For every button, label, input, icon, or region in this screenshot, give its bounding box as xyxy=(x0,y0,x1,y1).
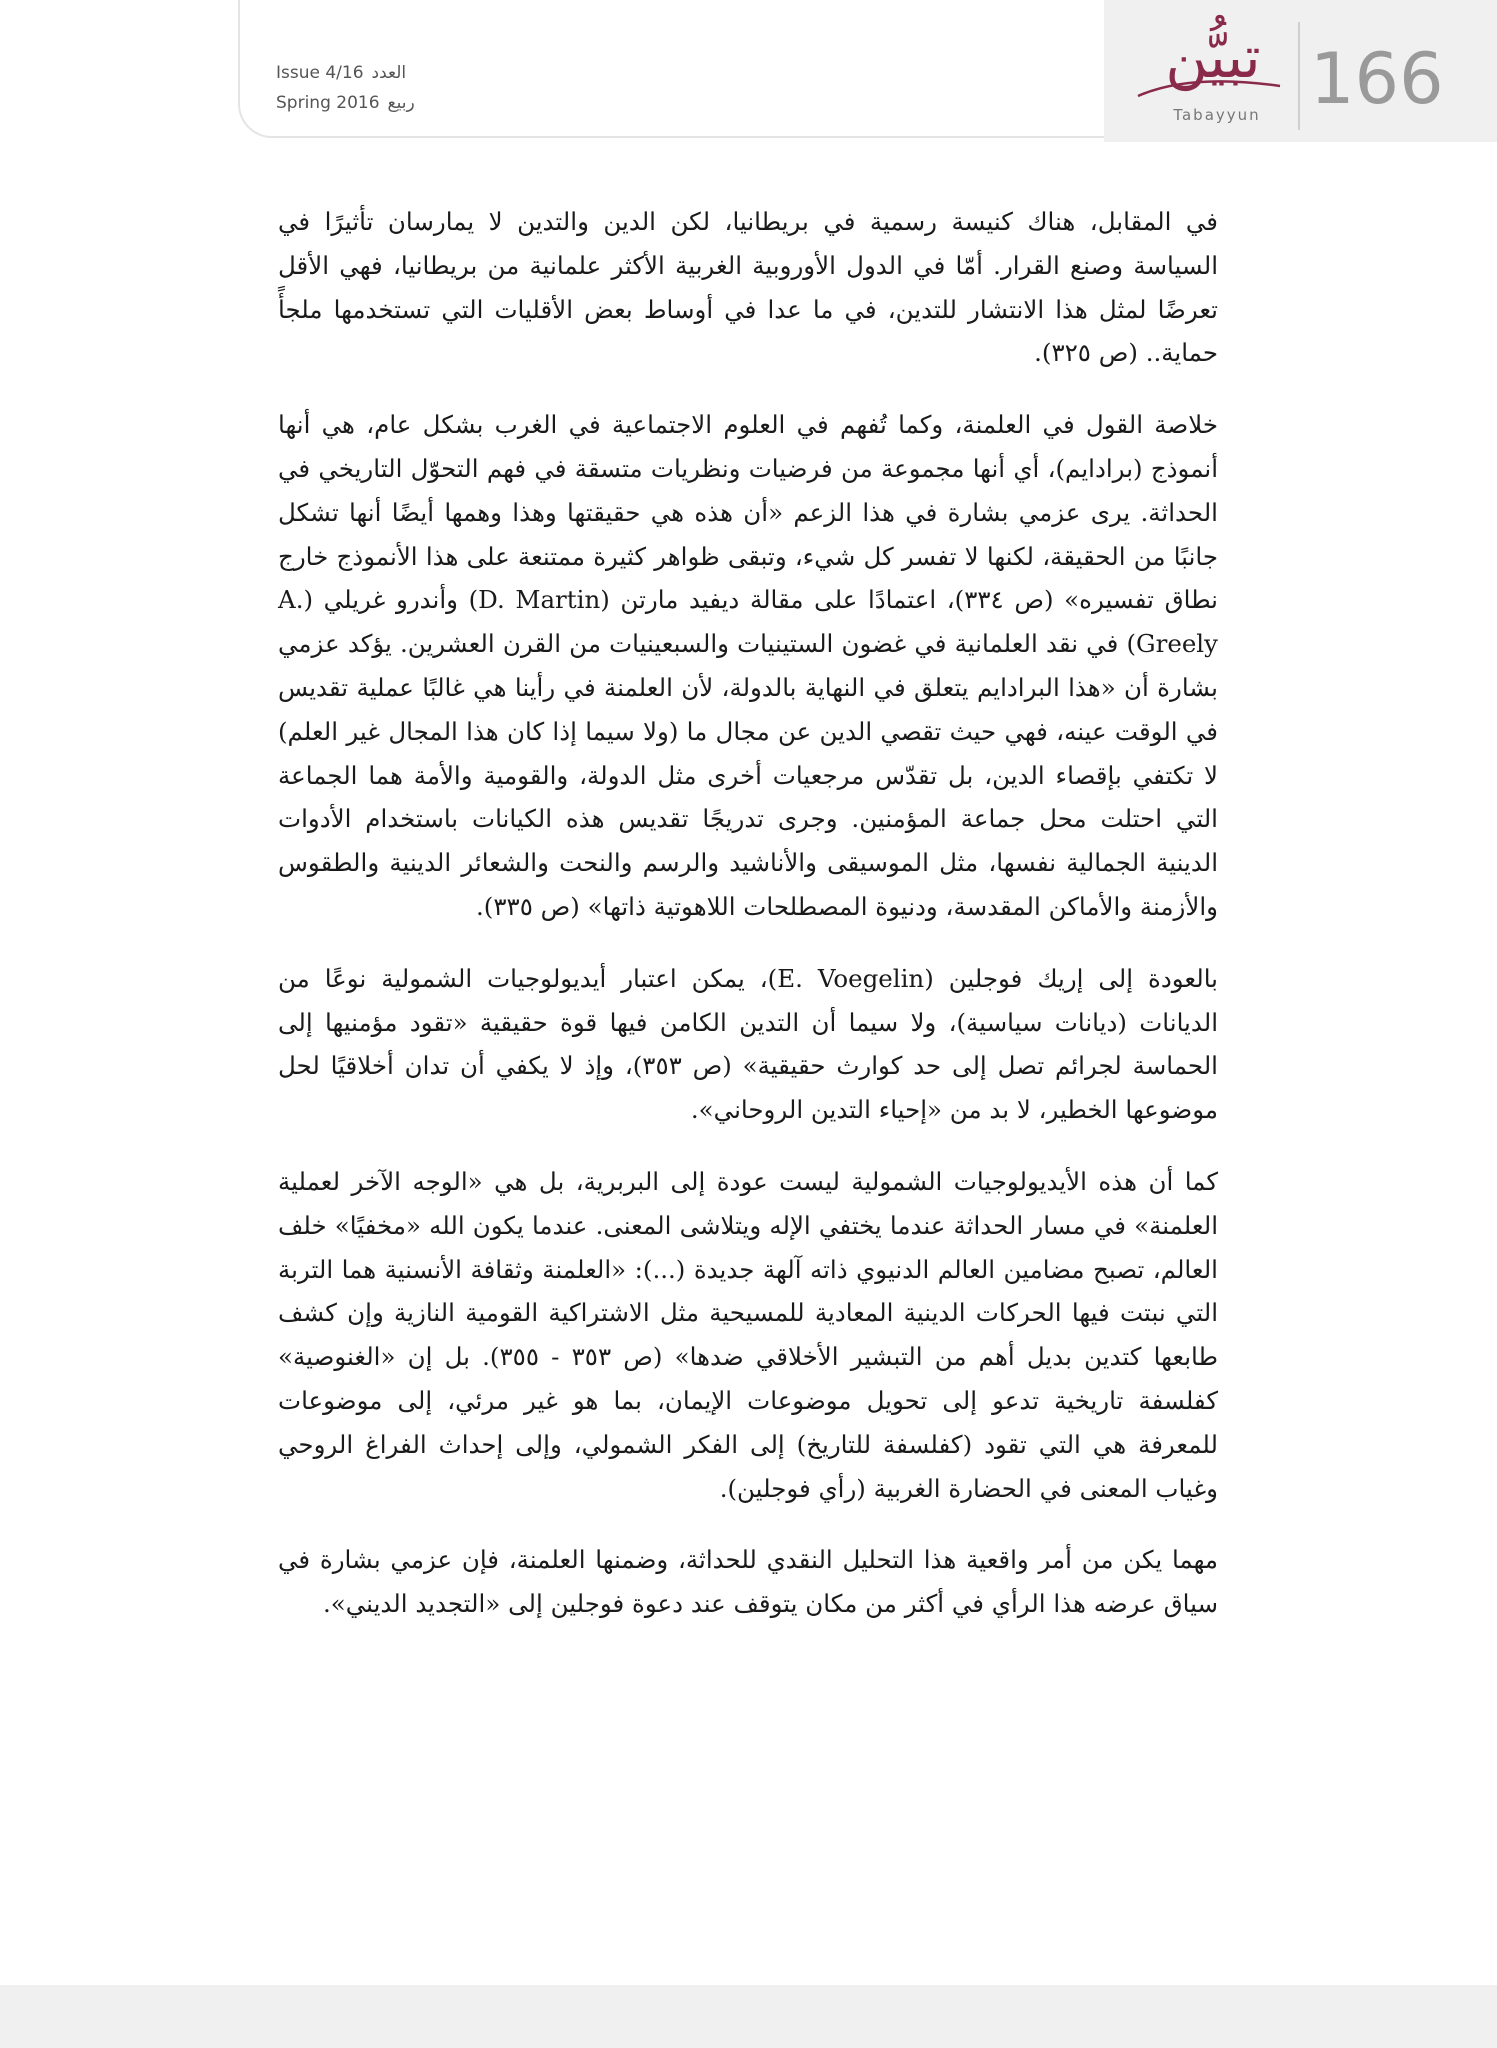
page-number: 166 xyxy=(1310,38,1444,120)
paragraph: كما أن هذه الأيديولوجيات الشمولية ليست عودة إلى البربرية، بل هي «الوجه الآخر لعملية العلمنة» في مسار الحداثة عندما يختفي الإله ويتلاشى المعنى. عندما يكون الله «مخفيًا» خلف العالم، تصبح مضامين العالم الدنيوي ذاته آلهة جديدة (...): «العلمنة وثقافة الأنسنية هما التربة التي نبتت فيها الحركات الدينية المعادية للمسيحية مثل الاشتراكية القومية النازية وإن كشف طابعها كتدين بديل أهم من التبشير الأخلاقي ضدها» (ص ٣٥٣ - ٣٥٥). بل إن «الغنوصية» كفلسفة تاريخية تدعو إلى تحويل موضوعات الإيمان، بما هو غير مرئي، إلى موضوعات للمعرفة هي التي تقود (كفلسفة للتاريخ) إلى الفكر الشمولي، وإلى إحداث الفراغ الروحي وغياب المعنى في الحضارة الغربية (رأي فوجلين). xyxy=(278,1166,1218,1503)
header-divider xyxy=(1298,22,1300,130)
issue-label-ar: العدد xyxy=(371,63,407,83)
paragraph: خلاصة القول في العلمنة، وكما تُفهم في العلوم الاجتماعية في الغرب بشكل عام، هي أنها أنموذج (برادايم)، أي أنها مجموعة من فرضيات ونظريات متسقة في فهم التحوّل التاريخي في الحداثة. يرى عزمي بشارة في هذا الزعم «أن هذه هي حقيقتها وهذا وهمها أيضًا أنها تشكل جانبًا من الحقيقة، لكنها لا تفسر كل شيء، وتبقى ظواهر كثيرة ممتنعة على هذا الأنموذج خارج نطاق تفسيره» (ص ٣٣٤)، اعتمادًا على مقالة ديفيد مارتن (D. Martin) وأندرو غريلي (A. Greely) في نقد العلمانية في غضون الستينيات والسبعينيات من القرن العشرين. يؤكد عزمي بشارة أن «هذا البرادايم يتعلق في النهاية بالدولة، لأن العلمنة في رأينا هي غالبًا عملية تقديس في الوقت عينه، فهي حيث تقصي الدين عن مجال ما (ولا سيما إذا كان هذا المجال غير العلم) لا تكتفي بإقصاء الدين، بل تقدّس مرجعيات أخرى مثل الدولة، والقومية والأمة هما الجماعة التي احتلت محل جماعة المؤمنين. وجرى تدريجًا تقديس هذه الكيانات باستخدام الأدوات الدينية الجمالية نفسها، مثل الموسيقى والأناشيد والرسم والنحت والشعائر الدينية والطقوس والأزمنة والأماكن المقدسة، ودنيوة المصطلحات اللاهوتية ذاتها» (ص ٣٣٥). xyxy=(278,410,1218,921)
article-body xyxy=(278,200,1218,1654)
issue-line xyxy=(276,58,436,88)
issue-label-en: Issue 4/16 xyxy=(276,63,364,83)
season-en: Spring 2016 xyxy=(276,93,380,113)
journal-logo xyxy=(1128,22,1293,132)
page-header xyxy=(0,0,1497,140)
paragraph: في المقابل، هناك كنيسة رسمية في بريطانيا، لكن الدين والتدين لا يمارسان تأثيرًا في السياسة وصنع القرار. أمّا في الدول الأوروبية الغربية الأكثر علمانية من بريطانيا، فهي الأقل تعرضًا لمثل هذا الانتشار للتدين، في ما عدا في أوساط بعض الأقليات التي تستخدمها ملجأً حماية.. (ص ٣٢٥). xyxy=(278,207,1218,368)
season-line xyxy=(276,88,436,118)
logo-swash-icon xyxy=(1134,74,1284,104)
paragraph: بالعودة إلى إريك فوجلين (E. Voegelin)، يمكن اعتبار أيديولوجيات الشمولية نوعًا من الديانات (ديانات سياسية)، ولا سيما أن التدين الكامن فيها قوة حقيقية «تقود مؤمنيها إلى الحماسة لجرائم تصل إلى حد كوارث حقيقية» (ص ٣٥٣)، وإذ لا يكفي أن تدان أخلاقيًا لحل موضوعها الخطير، لا بد من «إحياء التدين الروحاني». xyxy=(278,963,1218,1125)
page-footer-bar xyxy=(0,1985,1497,2048)
paragraph: مهما يكن من أمر واقعية هذا التحليل النقدي للحداثة، وضمنها العلمنة، فإن عزمي بشارة في سياق عرضه هذا الرأي في أكثر من مكان يتوقف عند دعوة فوجلين إلى «التجديد الديني». xyxy=(278,1545,1218,1619)
season-ar: ربيع xyxy=(387,93,415,113)
issue-info xyxy=(276,58,436,118)
logo-latin-wordmark: Tabayyun xyxy=(1173,106,1261,124)
logo-arabic-wordmark: تبيُّن xyxy=(1165,23,1261,91)
